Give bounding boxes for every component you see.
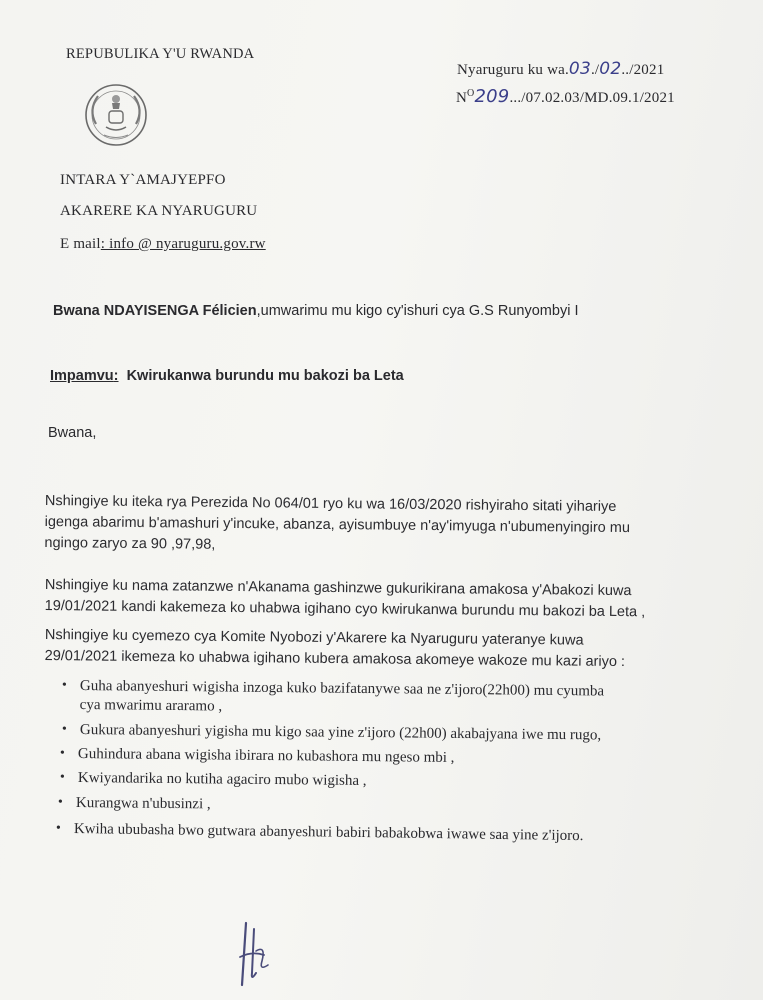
paragraph-2 [45, 575, 646, 623]
paragraph-line: 29/01/2021 ikemeza ko uhabwa igihano kubera amakosa akomeye wakoze mu kazi ariyo : [44, 647, 626, 671]
bullet-item [57, 794, 211, 813]
subject-line [50, 368, 404, 384]
place-date-prefix: Nyaruguru ku wa. [457, 62, 569, 78]
subject-label: Impamvu [50, 368, 114, 384]
paragraph-line: igenga abarimu b'amashuri y'incuke, abanza, ayisumbuye n'ay'imyuga n'ubumenyingiro mu [44, 513, 631, 537]
bullet-dot-icon: • [61, 677, 67, 693]
date-day: 03 [568, 59, 591, 79]
paragraph-line: Nshingiye ku cyemezo cya Komite Nyobozi y'Akarere ka Nyaruguru yateranye kuwa [44, 626, 584, 649]
place-date [457, 59, 664, 79]
bullet-line: Kurangwa n'ubusinzi , [75, 795, 211, 813]
addressee-role: ,umwarimu mu kigo cy'ishuri cya G.S Runyombyi I [256, 303, 579, 319]
bullet-dot-icon: • [59, 769, 65, 785]
addressee-name: Bwana NDAYISENGA Félicien [53, 303, 257, 319]
addressee [53, 303, 578, 320]
bullet-item [61, 677, 605, 719]
paragraph-line: Nshingiye ku nama zatanzwe n'Akanama gashinzwe gukurikirana amakosa y'Abakozi kuwa [44, 576, 632, 600]
bullet-item [59, 769, 367, 790]
paragraph-line: Nshingiye ku iteka rya Perezida No 064/01 ryo ku wa 16/03/2020 rishyiraho sitati yihariye [44, 492, 617, 515]
province-label: INTARA Y`AMAJYEPFO [60, 172, 226, 188]
ref-super: O [467, 88, 475, 99]
paragraph-line: 19/01/2021 kandi kakemeza ko uhabwa igihano cyo kwirukanwa burundu mu bakozi ba Leta , [44, 597, 646, 621]
bullet-dot-icon: • [61, 721, 67, 737]
bullet-line: Gukura abanyeshuri yigisha mu kigo saa yine z'ijoro (22h00) akabajyana iwe mu rugo, [79, 722, 602, 744]
email-label: E mail [60, 236, 101, 252]
date-sep1: ./ [590, 62, 600, 78]
signature-icon [232, 915, 282, 995]
ref-number: 209 [474, 86, 510, 107]
bullet-line: cya mwarimu araramo , [79, 696, 223, 715]
ref-suffix: .../07.02.03/MD.09.1/2021 [509, 90, 675, 106]
bullet-line: Kwiha ububasha bwo gutwara abanyeshuri babiri babakobwa iwawe saa yine z'ijoro. [73, 821, 584, 845]
subject-colon: : [113, 368, 119, 384]
bullet-item [61, 721, 602, 744]
bullet-item [59, 745, 455, 767]
reference-number [456, 86, 675, 107]
republic-title: REPUBULIKA Y'U RWANDA [66, 46, 255, 62]
date-sep2: ../2021 [621, 62, 665, 78]
bullet-dot-icon: • [55, 820, 61, 836]
bullet-dot-icon: • [57, 794, 63, 810]
email-value[interactable]: : info @ nyaruguru.gov.rw [100, 236, 266, 252]
date-month: 02 [599, 59, 622, 79]
bullet-line: Guha abanyeshuri wigisha inzoga kuko bazifatanywe saa ne z'ijoro(22h00) mu cyumba [79, 678, 605, 700]
bullet-item [55, 820, 584, 845]
bullet-line: Kwiyandarika no kutiha agaciro mubo wigisha , [77, 770, 367, 790]
email-line [60, 236, 266, 253]
paragraph-line: ngingo zaryo za 90 ,97,98, [44, 534, 216, 553]
paragraph-1 [44, 491, 630, 560]
subject-text: Kwirukanwa burundu mu bakozi ba Leta [126, 368, 404, 384]
rwanda-emblem-icon [78, 80, 154, 150]
ref-prefix: N [456, 90, 468, 106]
district-label: AKARERE KA NYARUGURU [60, 203, 258, 219]
bullet-line: Guhindura abana wigisha ibirara no kubashora mu ngeso mbi , [77, 746, 455, 766]
salutation: Bwana, [48, 425, 97, 441]
paragraph-3 [45, 625, 626, 673]
bullet-dot-icon: • [59, 745, 65, 761]
